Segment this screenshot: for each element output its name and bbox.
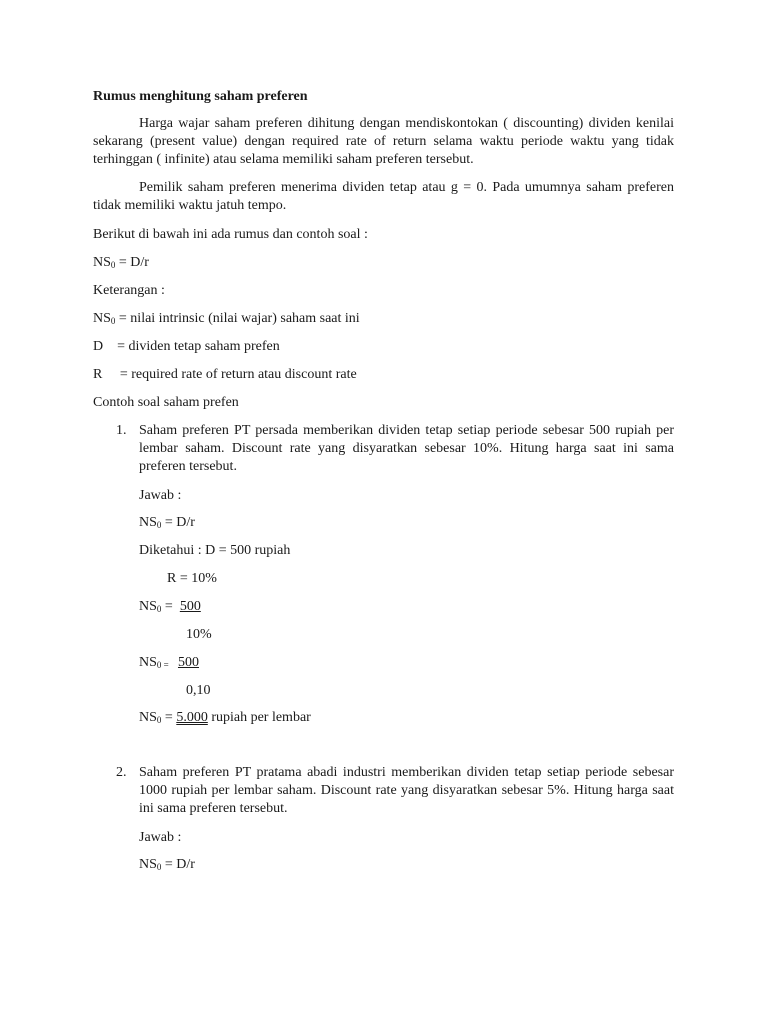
- list-number-2: 2.: [116, 765, 127, 780]
- q1-numerator-1: 500: [179, 599, 201, 614]
- formula-line: $NS_0 = D/r$: [93, 255, 149, 270]
- question-1-text: Saham preferen PT persada memberikan dividen tetap setiap periode sebesar 500 rupiah per lembar saham. Discount rate yang disyaratkan sebesar 10%. Hitung harga saat ini sama preferen tersebut.: [139, 423, 674, 474]
- q1-diketahui: Diketahui : D = 500 rupiah: [139, 543, 291, 558]
- q1-denominator-1: 10%: [186, 627, 212, 642]
- q1-result: $NS_0 = 5.000$ rupiah per lembar: [139, 710, 311, 725]
- paragraph-1-text: Harga wajar saham preferen dihitung dengan mendiskontokan ( discounting) dividen kenilai sekarang (present value) dengan required rate of return selama waktu periode waktu yang tidak terhinggan ( infinite) atau selama memiliki saham preferen tersebut.: [93, 116, 674, 167]
- q1-formula: $NS_0 = D/r$: [139, 515, 195, 530]
- q1-fraction-1: $NS_0 = 500$: [139, 599, 201, 614]
- definition-ns: $NS_0$ = nilai intrinsic (nilai wajar) saham saat ini: [93, 311, 360, 326]
- q2-jawab: Jawab :: [139, 830, 182, 845]
- definition-d: D = dividen tetap saham prefen: [93, 339, 280, 354]
- paragraph-1: [93, 115, 674, 169]
- definition-r: R = required rate of return atau discount rate: [93, 367, 357, 382]
- q1-rate: R = 10%: [167, 571, 217, 586]
- paragraph-2-text: Pemilik saham preferen menerima dividen tetap atau g = 0. Pada umumnya saham preferen tidak memiliki waktu jatuh tempo.: [93, 180, 674, 213]
- q1-numerator-2: 500: [177, 655, 199, 670]
- keterangan-label: Keterangan :: [93, 283, 165, 298]
- q1-fraction-2: $NS_{0 =}$ 500: [139, 655, 199, 670]
- q1-denominator-2: 0,10: [186, 683, 211, 698]
- contoh-heading: Contoh soal saham prefen: [93, 395, 239, 410]
- q1-result-value: 5.000: [176, 710, 208, 725]
- list-number-1: 1.: [116, 423, 127, 438]
- paragraph-2: [93, 179, 674, 215]
- question-2-text: Saham preferen PT pratama abadi industri memberikan dividen tetap setiap periode sebesar 1000 rupiah per lembar saham. Discount rate yang disyaratkan sebesar 5%. Hitung harga saat ini sama preferen tersebut.: [139, 765, 674, 816]
- document-title: Rumus menghitung saham preferen: [93, 89, 308, 104]
- intro-text: Berikut di bawah ini ada rumus dan contoh soal :: [93, 227, 368, 242]
- q2-formula: $NS_0 = D/r$: [139, 857, 195, 872]
- q1-jawab: Jawab :: [139, 488, 182, 503]
